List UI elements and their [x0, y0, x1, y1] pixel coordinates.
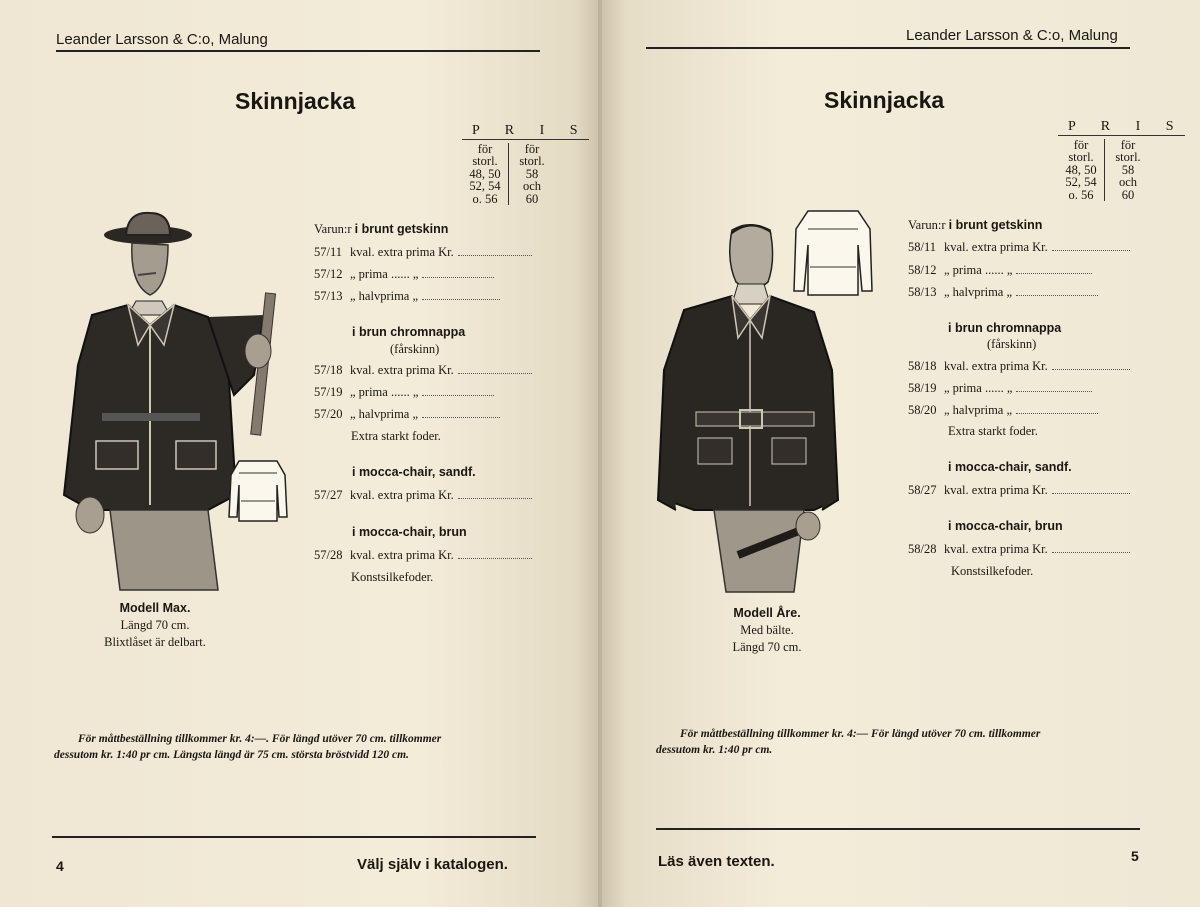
price-blank	[1052, 368, 1130, 370]
section-heading: i brunt getskinn	[948, 218, 1043, 232]
note-line: dessutom kr. 1:40 pr cm.	[656, 744, 773, 756]
table-row	[314, 289, 500, 304]
item-code: 57/28	[314, 548, 343, 562]
pris-label: P R I S	[462, 125, 589, 140]
header-rule	[56, 50, 540, 52]
item-code: 58/27	[908, 483, 937, 497]
item-code: 58/28	[908, 542, 937, 556]
table-row	[314, 407, 500, 422]
model-detail: Längd 70 cm.	[120, 618, 190, 632]
note-line: För måttbeställning tillkommer kr. 4:—. För längd utöver 70 cm. tillkommer	[78, 733, 442, 745]
table-row	[908, 285, 1098, 300]
size-line: 60	[525, 191, 539, 206]
size-line: 48, 50	[469, 166, 501, 181]
running-header: Leander Larsson & C:o, Malung	[56, 31, 268, 48]
table-row	[908, 542, 1130, 557]
table-row	[908, 403, 1098, 418]
item-code: 57/19	[314, 385, 343, 399]
model-caption	[60, 600, 250, 651]
table-row	[314, 245, 532, 260]
table-row	[314, 548, 532, 563]
section-heading: i mocca-chair, sandf.	[352, 465, 476, 479]
product-list-right	[908, 218, 1138, 588]
model-detail: Med bälte.	[740, 623, 794, 637]
size-column-large	[509, 143, 555, 206]
note-line: dessutom kr. 1:40 pr cm. Längsta längd är 75 cm. största bröstvidd 120 cm.	[54, 749, 409, 761]
section-heading: i mocca-chair, brun	[352, 525, 467, 539]
size-column-small	[1058, 139, 1105, 202]
item-code: 58/19	[908, 381, 937, 395]
size-line: 58	[525, 166, 539, 181]
item-desc: kval. extra prima Kr.	[350, 363, 454, 377]
item-desc: „ halvprima „	[944, 285, 1013, 299]
item-desc: kval. extra prima Kr.	[350, 548, 454, 562]
page-title: Skinnjacka	[235, 88, 356, 114]
size-line: och	[1118, 175, 1138, 189]
section-note: Konstsilkefoder.	[351, 570, 434, 584]
table-row	[908, 263, 1092, 278]
varunr-line	[908, 218, 1042, 233]
size-line: storl.	[519, 154, 545, 168]
item-desc: „ prima ...... „	[350, 385, 419, 399]
varunr-label: Varun:r	[314, 222, 352, 236]
size-line: 48, 50	[1065, 162, 1097, 177]
size-line: storl.	[1115, 150, 1141, 164]
price-blank	[1052, 492, 1130, 494]
item-code: 58/12	[908, 263, 937, 277]
header-rule	[646, 47, 1130, 49]
table-row	[908, 483, 1130, 498]
item-code: 58/11	[908, 240, 937, 254]
model-name: Modell Åre.	[733, 606, 801, 620]
model-detail: Längd 70 cm.	[732, 640, 802, 654]
price-table-header	[462, 125, 589, 205]
item-code: 57/20	[314, 407, 343, 421]
size-line: för	[1073, 137, 1089, 152]
item-desc: kval. extra prima Kr.	[944, 359, 1048, 373]
price-blank	[1016, 294, 1098, 296]
page-title: Skinnjacka	[824, 87, 945, 113]
model-name: Modell Max.	[119, 601, 191, 615]
item-desc: kval. extra prima Kr.	[350, 245, 454, 259]
section-subheading: (fårskinn)	[987, 337, 1037, 351]
item-code: 57/12	[314, 267, 343, 281]
size-line: för	[477, 141, 493, 156]
item-code: 58/13	[908, 285, 937, 299]
size-line: o. 56	[472, 191, 498, 206]
jacket-back-view-sketch	[227, 455, 289, 525]
footer-slogan: Läs även texten.	[658, 853, 775, 870]
size-line: 58	[1121, 162, 1135, 177]
table-row	[314, 488, 532, 503]
price-blank	[422, 416, 500, 418]
price-blank	[1052, 551, 1130, 553]
size-line: storl.	[472, 154, 498, 168]
price-blank	[458, 372, 532, 374]
jacket-back-view-sketch	[792, 205, 874, 300]
ordering-note	[54, 731, 546, 763]
page-left	[0, 0, 598, 907]
item-desc: kval. extra prima Kr.	[944, 240, 1048, 254]
item-code: 58/20	[908, 403, 937, 417]
item-desc: kval. extra prima Kr.	[350, 488, 454, 502]
item-desc: „ halvprima „	[350, 289, 419, 303]
section-heading: i mocca-chair, sandf.	[948, 460, 1072, 474]
item-desc: „ prima ...... „	[944, 263, 1013, 277]
table-row	[314, 385, 494, 400]
product-list-left	[314, 222, 540, 592]
size-line: och	[522, 179, 542, 193]
item-code: 57/13	[314, 289, 343, 303]
section-heading: i mocca-chair, brun	[948, 519, 1063, 533]
size-column-small	[462, 143, 509, 206]
size-line: 52, 54	[1065, 175, 1097, 189]
model-caption	[672, 605, 862, 656]
price-blank	[422, 276, 494, 278]
ordering-note	[656, 726, 1146, 758]
size-line: för	[524, 141, 540, 156]
varunr-line	[314, 222, 448, 237]
section-heading: i brunt getskinn	[354, 222, 449, 236]
section-note: Konstsilkefoder.	[951, 564, 1034, 578]
price-blank	[422, 298, 500, 300]
size-column-large	[1105, 139, 1151, 202]
item-desc: „ prima ...... „	[350, 267, 419, 281]
price-blank	[458, 497, 532, 499]
price-table-header	[1058, 121, 1185, 201]
price-blank	[1016, 412, 1098, 414]
item-desc: „ halvprima „	[350, 407, 419, 421]
footer-slogan: Välj själv i katalogen.	[357, 856, 508, 873]
note-line: För måttbeställning tillkommer kr. 4:— För längd utöver 70 cm. tillkommer	[680, 728, 1041, 740]
size-line: storl.	[1068, 150, 1094, 164]
running-header: Leander Larsson & C:o, Malung	[906, 27, 1118, 44]
item-code: 57/11	[314, 245, 343, 259]
footer-rule	[656, 828, 1140, 830]
table-row	[314, 363, 532, 378]
section-subheading: (fårskinn)	[390, 342, 440, 356]
table-row	[314, 267, 494, 282]
item-desc: „ halvprima „	[944, 403, 1013, 417]
page-number: 5	[1131, 848, 1139, 864]
section-heading: i brun chromnappa	[352, 325, 466, 339]
man-in-hat-leather-jacket-illustration	[58, 205, 283, 595]
price-blank	[1016, 390, 1092, 392]
item-code: 57/18	[314, 363, 343, 377]
item-code: 57/27	[314, 488, 343, 502]
footer-rule	[52, 836, 536, 838]
table-row	[908, 381, 1092, 396]
page-number: 4	[56, 858, 64, 874]
item-desc: kval. extra prima Kr.	[944, 542, 1048, 556]
price-blank	[458, 557, 532, 559]
item-desc: „ prima ...... „	[944, 381, 1013, 395]
item-code: 58/18	[908, 359, 937, 373]
section-heading: i brun chromnappa	[948, 321, 1062, 335]
price-blank	[458, 254, 532, 256]
pris-label: P R I S	[1058, 121, 1185, 136]
section-note: Extra starkt foder.	[351, 429, 441, 443]
section-note: Extra starkt foder.	[948, 424, 1038, 438]
table-row	[908, 359, 1130, 374]
price-blank	[1052, 249, 1130, 251]
size-line: för	[1120, 137, 1136, 152]
size-line: 60	[1121, 187, 1135, 202]
page-right	[602, 0, 1200, 907]
price-blank	[1016, 272, 1092, 274]
varunr-label: Varun:r	[908, 218, 946, 232]
size-line: o. 56	[1068, 187, 1094, 202]
model-detail: Blixtlåset är delbart.	[104, 635, 206, 649]
item-desc: kval. extra prima Kr.	[944, 483, 1048, 497]
size-line: 52, 54	[469, 179, 501, 193]
table-row	[908, 240, 1130, 255]
price-blank	[422, 394, 494, 396]
